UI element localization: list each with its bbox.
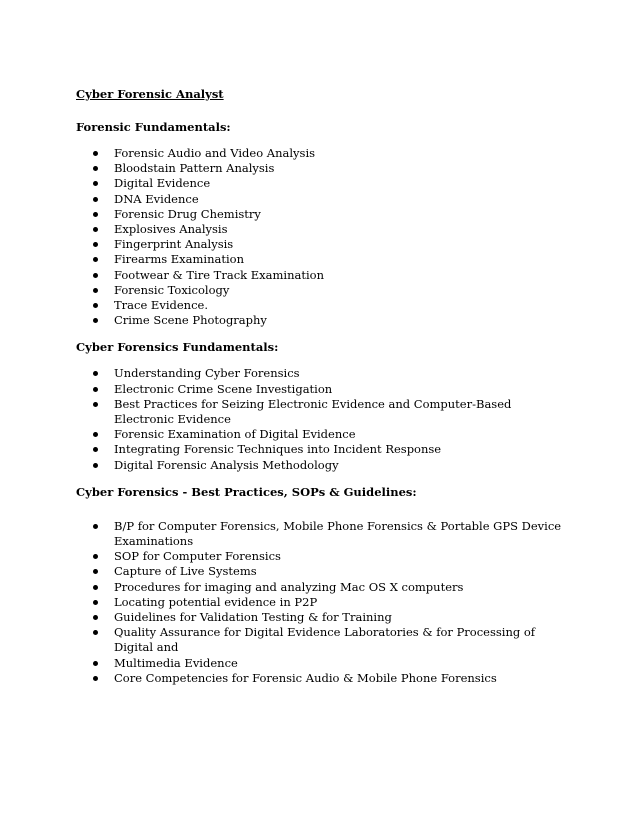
list-item-text: Quality Assurance for Digital Evidence Laboratories & for Processing of Digital and — [114, 625, 536, 655]
bullet-icon — [93, 273, 98, 278]
bullet-icon — [93, 402, 98, 407]
bullet-icon — [93, 227, 98, 232]
list-item-text: Bloodstain Pattern Analysis — [114, 161, 275, 176]
list-item — [76, 564, 566, 579]
list-item-text: Crime Scene Photography — [114, 313, 267, 328]
bullet-list-forensic-fundamentals — [76, 146, 598, 328]
bullet-icon — [93, 288, 98, 293]
list-item-text: Forensic Audio and Video Analysis — [114, 146, 316, 160]
list-item — [76, 192, 566, 207]
list-item-text: Guidelines for Validation Testing & for Training — [114, 610, 392, 625]
list-item — [76, 580, 566, 595]
bullet-list-best-practices — [76, 519, 598, 686]
list-item-text: Explosives Analysis — [114, 222, 228, 237]
list-item — [76, 549, 566, 564]
list-item — [76, 442, 566, 457]
list-item — [76, 610, 566, 625]
list-item — [76, 252, 566, 267]
list-item-text: Trace Evidence. — [114, 298, 208, 313]
list-item-text: Multimedia Evidence — [114, 655, 238, 670]
list-item — [76, 313, 566, 328]
bullet-icon — [93, 371, 98, 376]
list-item-text: Digital Evidence — [114, 176, 211, 191]
bullet-icon — [93, 661, 98, 666]
bullet-icon — [93, 432, 98, 437]
list-item-text: Forensic Examination of Digital Evidence — [114, 427, 356, 442]
list-item-text: Understanding Cyber Forensics — [114, 366, 300, 381]
list-item — [76, 237, 566, 252]
bullet-icon — [93, 463, 98, 468]
bullet-icon — [93, 181, 98, 186]
list-item-text: Procedures for imaging and analyzing Mac OS X computers — [114, 579, 464, 594]
bullet-icon — [93, 242, 98, 247]
bullet-icon — [93, 600, 98, 605]
list-item-text: SOP for Computer Forensics — [114, 549, 281, 564]
list-item — [76, 222, 566, 237]
bullet-icon — [93, 257, 98, 262]
list-item — [76, 397, 566, 427]
section-heading-forensic-fundamentals: Forensic Fundamentals: — [76, 120, 231, 134]
bullet-icon — [93, 554, 98, 559]
section-heading-best-practices: Cyber Forensics - Best Practices, SOPs & Guidelines: — [76, 484, 417, 499]
list-item-text: Forensic Drug Chemistry — [114, 206, 261, 221]
bullet-icon — [93, 197, 98, 202]
section-heading-cyber-forensics-fundamentals: Cyber Forensics Fundamentals: — [76, 340, 279, 355]
bullet-icon — [93, 318, 98, 323]
bullet-icon — [93, 447, 98, 452]
list-item — [76, 161, 566, 176]
list-item-text: Locating potential evidence in P2P — [114, 594, 318, 609]
list-item-text: Footwear & Tire Track Examination — [114, 267, 324, 282]
bullet-icon — [93, 212, 98, 217]
list-item-text: Electronic Crime Scene Investigation — [114, 381, 333, 396]
bullet-icon — [93, 151, 98, 156]
list-item — [76, 458, 566, 473]
list-item-text: Forensic Toxicology — [114, 282, 230, 297]
list-item-text: DNA Evidence — [114, 191, 199, 206]
list-item-text: Fingerprint Analysis — [114, 237, 234, 252]
list-item — [76, 656, 566, 671]
list-item — [76, 427, 566, 442]
list-item — [76, 146, 566, 161]
list-item — [76, 268, 566, 283]
list-item-text: B/P for Computer Forensics, Mobile Phone Forensics & Portable GPS Device Examinations — [114, 518, 562, 549]
list-item-text: Best Practices for Seizing Electronic Evidence and Computer-Based Electronic Evidence — [114, 396, 512, 427]
list-item-text: Integrating Forensic Techniques into Incident Response — [114, 442, 442, 457]
list-item-text: Digital Forensic Analysis Methodology — [114, 457, 339, 472]
bullet-icon — [93, 615, 98, 620]
list-item — [76, 595, 566, 610]
list-item-text: Capture of Live Systems — [114, 564, 257, 579]
bullet-icon — [93, 524, 98, 529]
list-item — [76, 207, 566, 222]
bullet-icon — [93, 303, 98, 308]
bullet-icon — [93, 630, 98, 635]
bullet-icon — [93, 166, 98, 171]
bullet-icon — [93, 387, 98, 392]
bullet-icon — [93, 676, 98, 681]
list-item-text: Firearms Examination — [114, 252, 244, 267]
list-item — [76, 298, 566, 313]
list-item — [76, 671, 566, 686]
list-item — [76, 176, 566, 191]
list-item — [76, 519, 566, 549]
list-item — [76, 283, 566, 298]
bullet-icon — [93, 585, 98, 590]
document-title: Cyber Forensic Analyst — [76, 87, 224, 101]
list-item-text: Core Competencies for Forensic Audio & Mobile Phone Forensics — [114, 670, 497, 685]
bullet-list-cyber-forensics-fundamentals — [76, 366, 598, 472]
list-item — [76, 366, 566, 381]
list-item — [76, 382, 566, 397]
list-item — [76, 625, 566, 655]
bullet-icon — [93, 569, 98, 574]
